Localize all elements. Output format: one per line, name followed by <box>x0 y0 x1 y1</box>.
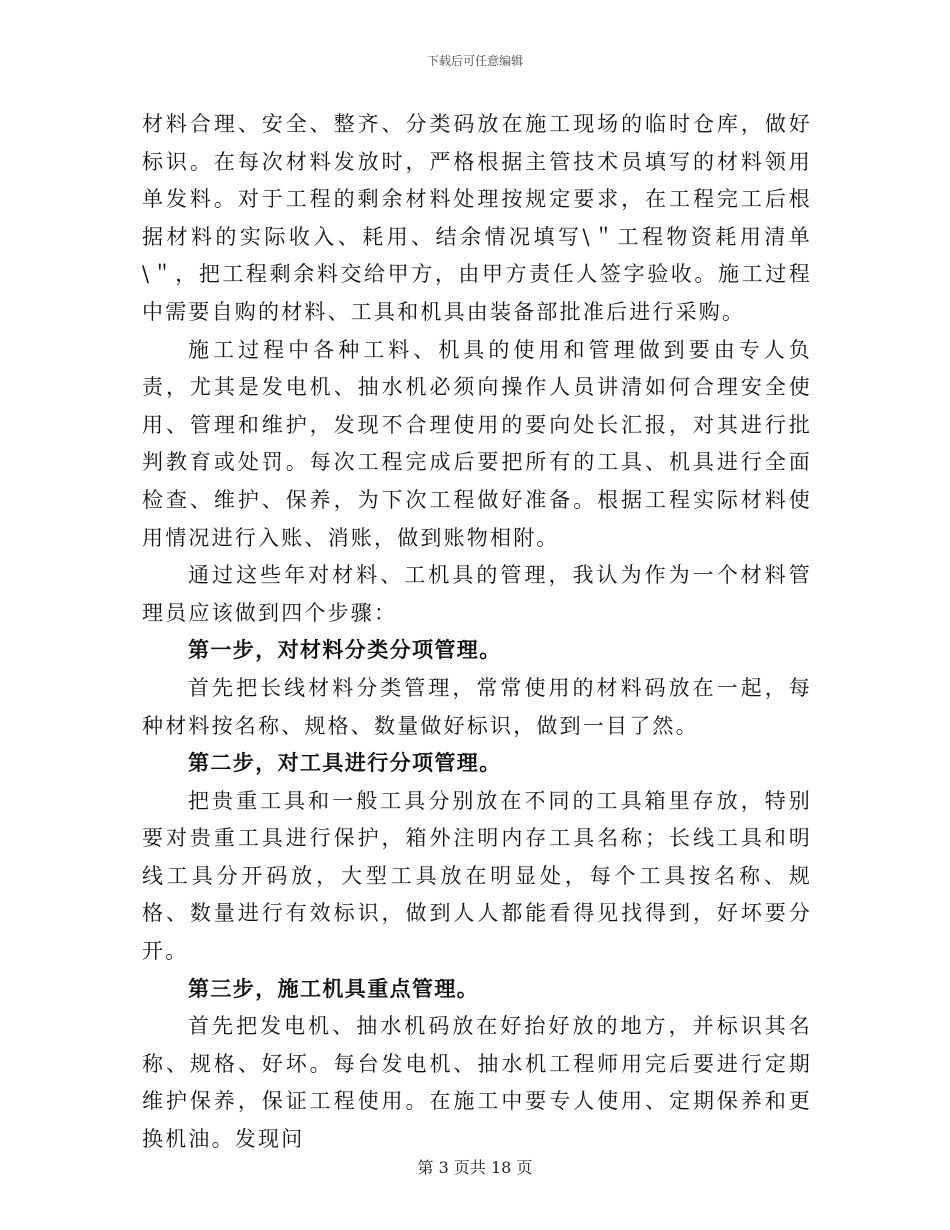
body-paragraph: 施工过程中各种工料、机具的使用和管理做到要由专人负责，尤其是发电机、抽水机必须向操作人员讲清如何合理安全使用、管理和维护，发现不合理使用的要向处长汇报，对其进行批判教育或处罚。每次工程完成后要把所有的工具、机具进行全面检查、维护、保养，为下次工程做好准备。根据工程实际材料使用情况进行入账、消账，做到账物相附。 <box>142 337 812 550</box>
step-heading: 第二步，对工具进行分项管理。 <box>188 751 502 776</box>
document-body <box>142 106 812 1159</box>
body-paragraph: 首先把长线材料分类管理，常常使用的材料码放在一起，每种材料按名称、规格、数量做好标识，做到一目了然。 <box>142 675 812 738</box>
page-footer: 第 3 页共 18 页 <box>417 1158 533 1177</box>
body-paragraph: 首先把发电机、抽水机码放在好抬好放的地方，并标识其名称、规格、好坏。每台发电机、抽水机工程师用完后要进行定期维护保养，保证工程使用。在施工中要专人使用、定期保养和更换机油。发现问 <box>142 1014 812 1152</box>
step-heading: 第一步，对材料分类分项管理。 <box>188 638 502 663</box>
page-header: 下载后可任意编辑 <box>426 54 523 68</box>
body-paragraph: 材料合理、安全、整齐、分类码放在施工现场的临时仓库，做好标识。在每次材料发放时，严格根据主管技术员填写的材料领用单发料。对于工程的剩余材料处理按规定要求，在工程完工后根据材料的实际收入、耗用、结余情况填写\＂工程物资耗用清单\＂，把工程剩余料交给甲方，由甲方责任人签字验收。施工过程中需要自购的材料、工具和机具由装备部批准后进行采购。 <box>142 112 812 324</box>
body-paragraph: 把贵重工具和一般工具分别放在不同的工具箱里存放，特别要对贵重工具进行保护，箱外注明内存工具名称；长线工具和明线工具分开码放，大型工具放在明显处，每个工具按名称、规格、数量进行有效标识，做到人人都能看得见找得到，好坏要分开。 <box>142 788 812 964</box>
step-heading: 第三步，施工机具重点管理。 <box>188 976 480 1001</box>
body-paragraph: 通过这些年对材料、工机具的管理，我认为作为一个材料管理员应该做到四个步骤： <box>142 563 812 625</box>
